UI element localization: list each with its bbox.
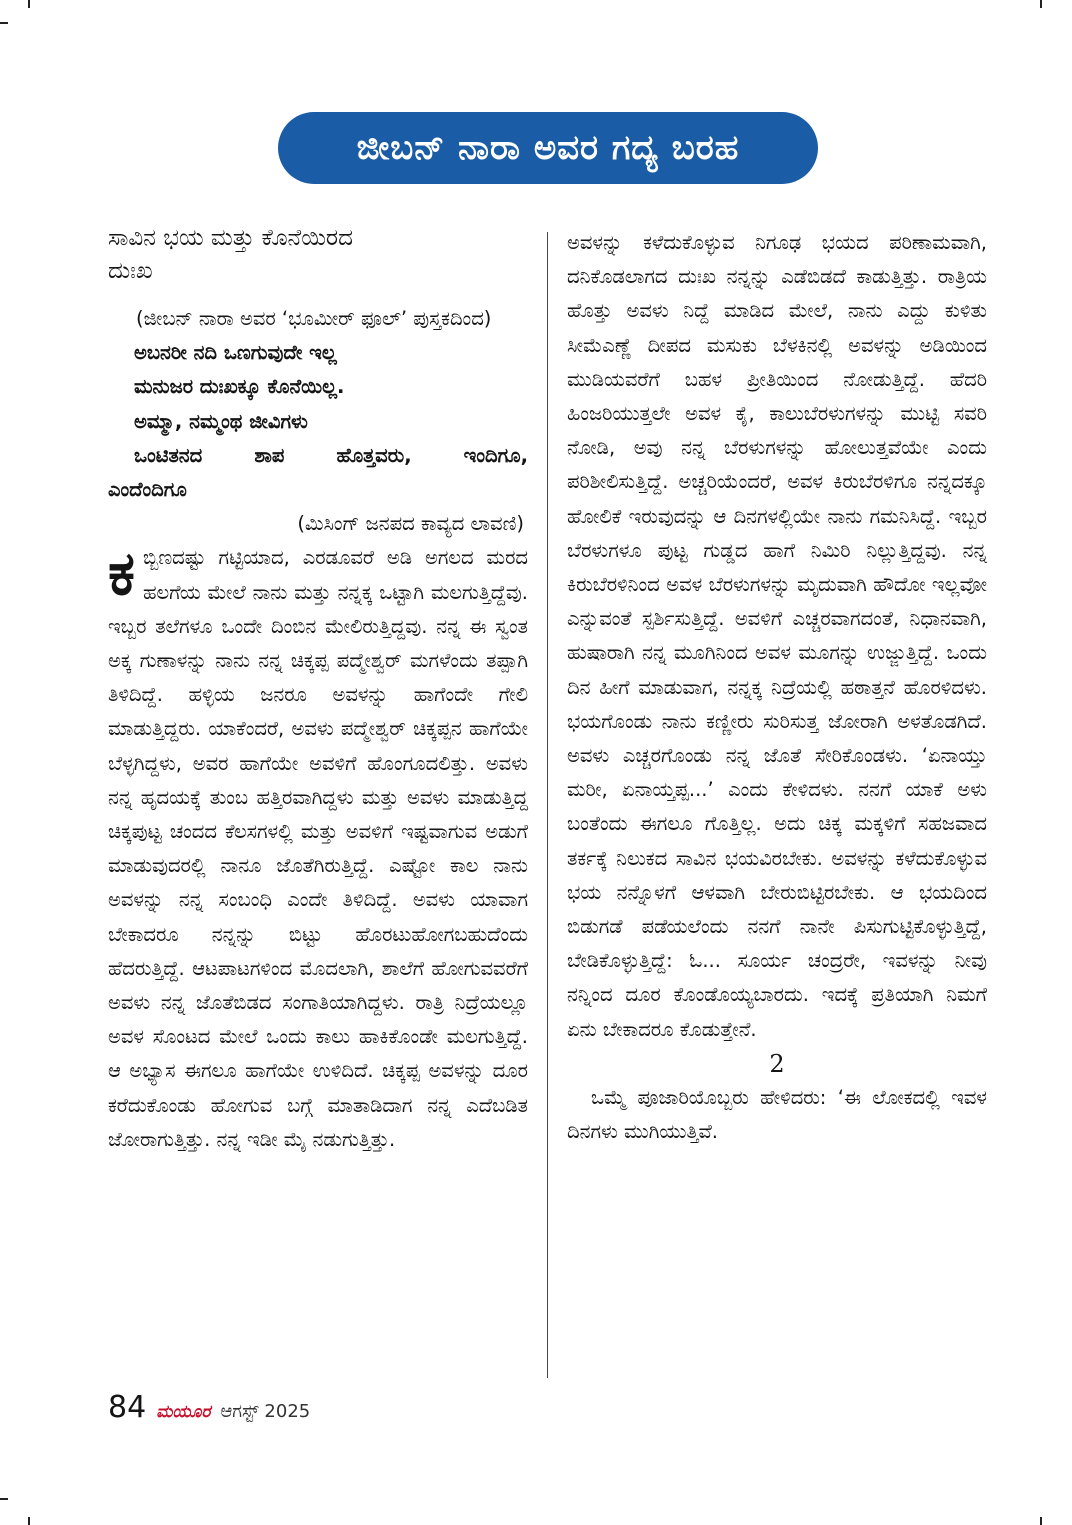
crop-mark bbox=[28, 1517, 30, 1525]
article-column-left bbox=[108, 222, 528, 1157]
poem-line: ಎಂದೆಂದಿಗೂ bbox=[108, 478, 187, 502]
article-title-line2: ದುಃಖ bbox=[108, 258, 153, 284]
poem-line: ಅಮ್ಮಾ, ನಮ್ಮಂಥ ಜೀವಿಗಳು bbox=[134, 409, 308, 433]
poem-line: ಒಂಟಿತನದ ಶಾಪ ಹೊತ್ತವರು, ಇಂದಿಗೂ, bbox=[134, 443, 528, 467]
poem-line: ಮನುಜರ ದುಃಖಕ್ಕೂ ಕೊನೆಯಿಲ್ಲ. bbox=[134, 375, 345, 399]
crop-mark bbox=[0, 1498, 8, 1500]
article-paragraph-text: ಬ್ಬಿಣದಷ್ಟು ಗಟ್ಟಿಯಾದ, ಎರಡೂವರೆ ಅಡಿ ಅಗಲದ ಮರದ ಹಲಗೆಯ ಮೇಲೆ ನಾನು ಮತ್ತು ನನ್ನಕ್ಕ ಒಟ್ಟಾಗಿ ಮಲಗುತ್ತಿದ್ದೆವು. ಇಬ್ಬರ ತಲೆಗಳೂ ಒಂದೇ ದಿಂಬಿನ ಮೇಲಿರುತ್ತಿದ್ದವು. ನನ್ನ ಈ ಸ್ವಂತ ಅಕ್ಕ ಗುಣಾಳನ್ನು ನಾನು ನನ್ನ ಚಿಕ್ಕಪ್ಪ ಪದ್ಮೇಶ್ವರ್ ಮಗಳೆಂದು ತಪ್ಪಾಗಿ ತಿಳಿದಿದ್ದೆ. ಹಳ್ಳಿಯ ಜನರೂ ಅವಳನ್ನು ಹಾಗೆಂದೇ ಗೇಲಿ ಮಾಡುತ್ತಿದ್ದರು. ಯಾಕೆಂದರೆ, ಅವಳು ಪದ್ಮೇಶ್ವರ್ ಚಿಕ್ಕಪ್ಪನ ಹಾಗೆಯೇ ಬೆಳ್ಳಗಿದ್ದಳು, ಅವರ ಹಾಗೆಯೇ ಅವಳಿಗೆ ಹೊಂಗೂದಲಿತ್ತು. ಅವಳು ನನ್ನ ಹೃದಯಕ್ಕೆ ತುಂಬ ಹತ್ತಿರವಾಗಿದ್ದಳು ಮತ್ತು ಅವಳು ಮಾಡುತ್ತಿದ್ದ ಚಿಕ್ಕಪುಟ್ಟ ಚಂದದ ಕೆಲಸಗಳಲ್ಲಿ ಮತ್ತು ಅವಳಿಗೆ ಇಷ್ಟವಾಗುವ ಅಡುಗೆ ಮಾಡುವುದರಲ್ಲಿ ನಾನೂ ಜೊತೆಗಿರುತ್ತಿದ್ದೆ. ಎಷ್ಟೋ ಕಾಲ ನಾನು ಅವಳನ್ನು ನನ್ನ ಸಂಬಂಧಿ ಎಂದೇ ತಿಳಿದಿದ್ದೆ. ಅವಳು ಯಾವಾಗ ಬೇಕಾದರೂ ನನ್ನನ್ನು ಬಿಟ್ಟು ಹೊರಟುಹೋಗಬಹುದೆಂದು ಹೆದರುತ್ತಿದ್ದೆ. ಆಟಪಾಟಗಳಿಂದ ಮೊದಲಾಗಿ, ಶಾಲೆಗೆ ಹೋಗುವವರೆಗೆ ಅವಳು ನನ್ನ ಜೊತೆಬಿಡದ ಸಂಗಾತಿಯಾಗಿದ್ದಳು. ರಾತ್ರಿ ನಿದ್ರೆಯಲ್ಲೂ ಅವಳ ಸೊಂಟದ ಮೇಲೆ ಒಂದು ಕಾಲು ಹಾಕಿಕೊಂಡೇ ಮಲಗುತ್ತಿದ್ದೆ. ಆ ಅಭ್ಯಾಸ ಈಗಲೂ ಹಾಗೆಯೇ ಉಳಿದಿದೆ. ಚಿಕ್ಕಪ್ಪ ಅವಳನ್ನು ದೂರ ಕರೆದುಕೊಂಡು ಹೋಗುವ ಬಗ್ಗೆ ಮಾತಾಡಿದಾಗ ನನ್ನ ಎದೆಬಡಿತ ಜೋರಾಗುತ್ತಿತ್ತು. ನನ್ನ ಇಡೀ ಮೈ ನಡುಗುತ್ತಿತ್ತು. bbox=[108, 546, 528, 1151]
crop-mark bbox=[1040, 1517, 1042, 1525]
section-number: 2 bbox=[769, 1049, 785, 1078]
section-header-banner bbox=[278, 112, 818, 184]
article-paragraph: ಒಮ್ಮೆ ಪೂಜಾರಿಯೊಬ್ಬರು ಹೇಳಿದರು: ‘ಈ ಲೋಕದಲ್ಲಿ ಇವಳ ದಿನಗಳು ಮುಗಿಯುತ್ತಿವೆ. bbox=[567, 1086, 987, 1144]
article-title bbox=[108, 222, 528, 288]
article-paragraph: ಅವಳನ್ನು ಕಳೆದುಕೊಳ್ಳುವ ನಿಗೂಢ ಭಯದ ಪರಿಣಾಮವಾಗಿ, ದನಿಕೊಡಲಾಗದ ದುಃಖ ನನ್ನನ್ನು ಎಡೆಬಿಡದೆ ಕಾಡುತ್ತಿತ್ತು. ರಾತ್ರಿಯ ಹೊತ್ತು ಅವಳು ನಿದ್ದೆ ಮಾಡಿದ ಮೇಲೆ, ನಾನು ಎದ್ದು ಕುಳಿತು ಸೀಮೆಎಣ್ಣೆ ದೀಪದ ಮಸುಕು ಬೆಳಕಿನಲ್ಲಿ ಅವಳನ್ನು ಅಡಿಯಿಂದ ಮುಡಿಯವರೆಗೆ ಬಹಳ ಪ್ರೀತಿಯಿಂದ ನೋಡುತ್ತಿದ್ದೆ. ಹೆದರಿ ಹಿಂಜರಿಯುತ್ತಲೇ ಅವಳ ಕೈ, ಕಾಲುಬೆರಳುಗಳನ್ನು ಮುಟ್ಟಿ ಸವರಿ ನೋಡಿ, ಅವು ನನ್ನ ಬೆರಳುಗಳನ್ನು ಹೋಲುತ್ತವೆಯೇ ಎಂದು ಪರಿಶೀಲಿಸುತ್ತಿದ್ದೆ. ಅಚ್ಚರಿಯೆಂದರೆ, ಅವಳ ಕಿರುಬೆರಳಿಗೂ ನನ್ನದಕ್ಕೂ ಹೋಲಿಕೆ ಇರುವುದನ್ನು ಆ ದಿನಗಳಲ್ಲಿಯೇ ನಾನು ಗಮನಿಸಿದ್ದೆ. ಇಬ್ಬರ ಬೆರಳುಗಳೂ ಪುಟ್ಟ ಗುಡ್ಡದ ಹಾಗೆ ನಿಮಿರಿ ನಿಲ್ಲುತ್ತಿದ್ದವು. ನನ್ನ ಕಿರುಬೆರಳಿನಿಂದ ಅವಳ ಬೆರಳುಗಳನ್ನು ಮೃದುವಾಗಿ ಹೌದೋ ಇಲ್ಲವೋ ಎನ್ನುವಂತೆ ಸ್ಪರ್ಶಿಸುತ್ತಿದ್ದೆ. ಅವಳಿಗೆ ಎಚ್ಚರವಾಗದಂತೆ, ನಿಧಾನವಾಗಿ, ಹುಷಾರಾಗಿ ನನ್ನ ಮೂಗಿನಿಂದ ಅವಳ ಮೂಗನ್ನು ಉಜ್ಜುತ್ತಿದ್ದೆ. ಒಂದು ದಿನ ಹೀಗೆ ಮಾಡುವಾಗ, ನನ್ನಕ್ಕ ನಿದ್ರೆಯಲ್ಲಿ ಹಠಾತ್ತನೆ ಹೊರಳಿದಳು. ಭಯಗೊಂಡು ನಾನು ಕಣ್ಣೀರು ಸುರಿಸುತ್ತ ಜೋರಾಗಿ ಅಳತೊಡಗಿದೆ. ಅವಳು ಎಚ್ಚರಗೊಂಡು ನನ್ನ ಜೊತೆ ಸೇರಿಕೊಂಡಳು. ‘ಏನಾಯ್ತು ಮರೀ, ಏನಾಯ್ತಪ್ಪ...’ ಎಂದು ಕೇಳಿದಳು. ನನಗೆ ಯಾಕೆ ಅಳು ಬಂತೆಂದು ಈಗಲೂ ಗೊತ್ತಿಲ್ಲ. ಅದು ಚಿಕ್ಕ ಮಕ್ಕಳಿಗೆ ಸಹಜವಾದ ತರ್ಕಕ್ಕೆ ನಿಲುಕದ ಸಾವಿನ ಭಯವಿರಬೇಕು. ಅವಳನ್ನು ಕಳೆದುಕೊಳ್ಳುವ ಭಯ ನನ್ನೊಳಗೆ ಆಳವಾಗಿ ಬೇರುಬಿಟ್ಟಿರಬೇಕು. ಆ ಭಯದಿಂದ ಬಿಡುಗಡೆ ಪಡೆಯಲೆಂದು ನನಗೆ ನಾನೇ ಪಿಸುಗುಟ್ಟಿಕೊಳ್ಳುತ್ತಿದ್ದೆ, ಬೇಡಿಕೊಳ್ಳುತ್ತಿದ್ದೆ: ಓ... ಸೂರ್ಯ ಚಂದ್ರರೇ, ಇವಳನ್ನು ನೀವು ನನ್ನಿಂದ ದೂರ ಕೊಂಡೊಯ್ಯಬಾರದು. ಇದಕ್ಕೆ ಪ್ರತಿಯಾಗಿ ನಿಮಗೆ ಏನು ಬೇಕಾದರೂ ಕೊಡುತ್ತೇನೆ. bbox=[567, 231, 987, 1041]
article-title-line1: ಸಾವಿನ ಭಯ ಮತ್ತು ಕೊನೆಯಿರದ bbox=[108, 225, 353, 251]
article-paragraph bbox=[108, 541, 528, 1157]
page-footer bbox=[108, 1390, 310, 1425]
issue-date: ಆಗಸ್ಟ್ 2025 bbox=[220, 1401, 311, 1422]
article-source: (ಜೀಬನ್ ನಾರಾ ಅವರ ‘ಭೂಮೀರ್ ಫೂಲ್’ ಪುಸ್ತಕದಿಂದ) bbox=[136, 307, 492, 330]
poem-credit: (ಮಿಸಿಂಗ್ ಜನಪದ ಕಾವ್ಯದ ಲಾವಣಿ) bbox=[297, 512, 524, 536]
section-header-title: ಜೀಬನ್ ನಾರಾ ಅವರ ಗದ್ಯ ಬರಹ bbox=[356, 128, 740, 168]
crop-mark bbox=[1040, 0, 1042, 8]
crop-mark bbox=[28, 0, 30, 8]
magazine-logo: ಮಯೂರ bbox=[156, 1402, 211, 1422]
article-column-right bbox=[567, 226, 987, 1149]
crop-mark bbox=[0, 22, 8, 24]
column-divider bbox=[547, 232, 548, 1378]
page-number: 84 bbox=[108, 1390, 147, 1425]
poem-line: ಅಬನರೀ ನದಿ ಒಣಗುವುದೇ ಇಲ್ಲ bbox=[134, 341, 337, 365]
dropcap-letter: ಕ bbox=[108, 539, 135, 610]
